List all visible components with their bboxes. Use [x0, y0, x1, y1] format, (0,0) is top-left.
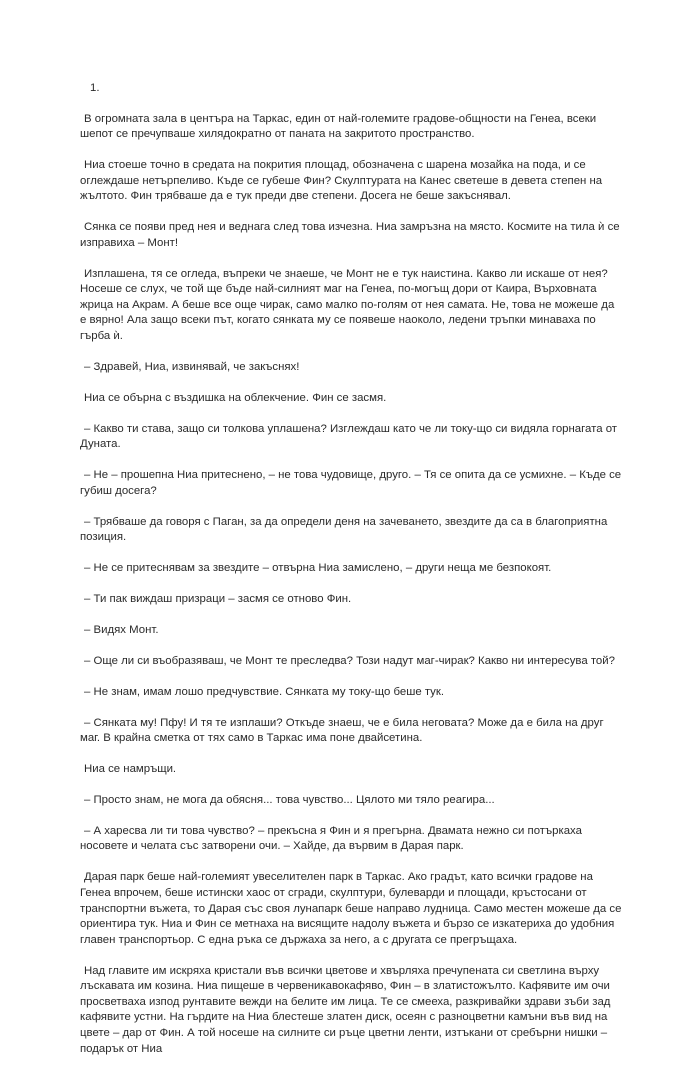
- document-page: [80, 81, 622, 1072]
- paragraph-5: – Здравей, Ниа, извинявай, че закъснях!: [84, 360, 300, 373]
- paragraph-15: – Сянката му! Пфу! И тя те изплаши? Откъде знаеш, че е била неговата? Може да е била на друг маг. В крайна сметка от тях само в Таркас има поне двайсетина.: [80, 716, 604, 745]
- paragraph-14: – Не знам, имам лошо предчувствие. Сянката му току-що беше тук.: [84, 685, 445, 698]
- paragraph-17: – Просто знам, не мога да обясня... това чувство... Цялото ми тяло реагира...: [84, 793, 495, 806]
- chapter-number: 1.: [90, 82, 100, 94]
- paragraph-19: Дарая парк беше най-големият увеселителен парк в Таркас. Ако градът, като всички градове на Генеа впрочем, беше истински хаос от сгради, скулптури, булеварди и площади, кръстосани от транспортни въжета, то Дарая със своя лунапарк беше направо лудница. Само местен можеше да се ориентира тук. Ниа и Фин се метнаха на висящите надолу въжета и бързо се изкатериха до удобния главен транспортьор. С една ръка се държаха за него, а с другата се прегръщаха.: [80, 871, 622, 946]
- paragraph-20: Над главите им искряха кристали във всички цветове и хвърляха пречупената си светлина върху лъскавата им козина. Ниа пищеше в червеникавокафяво, Фин – в златистожълто. Кафявите им очи просветваха изпод рунтавите вежди на белите им лица. Те се смееха, разкривайки здрави зъби зад кафявите устни. На гърдите на Ниа блестеше златен диск, осеян с разноцветни камъни във вид на цвете – дар от Фин. А той носеше на силните си ръце цветни ленти, изтъкани от сребърни нишки – подарък от Ниа: [80, 964, 611, 1055]
- paragraph-9: – Трябваше да говоря с Паган, за да определи деня на зачеването, звездите да са в благоприятна позиция.: [80, 515, 608, 544]
- paragraph-16: Ниа се намръщи.: [84, 763, 177, 776]
- paragraph-11: – Ти пак виждаш призраци – засмя се отново Фин.: [84, 593, 352, 606]
- paragraph-4: Изплашена, тя се огледа, въпреки че знаеше, че Монт не е тук наистина. Какво ли искаше от нея? Носеше се слух, че той ще бъде най-силният маг на Генеа, по-могъщ дори от Каира, Върховната жрица на Акрам. А беше все още чирак, само малко по-голям от нея самата. Не, това не можеше да е вярно! Ала защо всеки път, когато сянката му се появеше наоколо, ледени тръпки минаваха по гърба ѝ.: [80, 267, 615, 343]
- paragraph-6: Ниа се обърна с въздишка на облекчение. Фин се засмя.: [84, 391, 387, 404]
- paragraph-7: – Какво ти става, защо си толкова уплашена? Изглеждаш като че ли току-що си видяла горнагата от Дуната.: [80, 422, 618, 451]
- paragraph-3: Сянка се появи пред нея и веднага след това изчезна. Ниа замръзна на място. Космите на тила ѝ се изправиха – Монт!: [80, 221, 620, 249]
- paragraph-13: – Още ли си въобразяваш, че Монт те преследва? Този надут маг-чирак? Какво ни интересува той?: [84, 654, 615, 667]
- paragraph-18: – А харесва ли ти това чувство? – прекъсна я Фин и я прегърна. Двамата нежно си потъркаха носовете и челата със затворени очи. – Хайде, да вървим в Дарая парк.: [80, 824, 582, 853]
- paragraph-1: В огромната зала в центъра на Таркас, един от най-големите градове-общности на Генеа, всеки шепот се пречупваше хилядократно от паната на закритото пространство.: [80, 112, 597, 141]
- paragraph-12: – Видях Монт.: [84, 623, 159, 636]
- paragraph-8: – Не – прошепна Ниа притеснено, – не това чудовище, друго. – Тя се опита да се усмихне. – Къде се губиш досега?: [80, 469, 622, 497]
- paragraph-2: Ниа стоеше точно в средата на покрития площад, обозначена с шарена мозайка на пода, и се оглеждаше нетърпеливо. Къде се губеше Фин? Скулптурата на Канес светеше в деветa степен на жълтото. Фин трябваше да е тук преди две степени. Досега не беше закъснявал.: [80, 159, 603, 203]
- paragraph-10: – Не се притеснявам за звездите – отвърна Ниа замислено, – други неща ме безпокоят.: [84, 562, 552, 575]
